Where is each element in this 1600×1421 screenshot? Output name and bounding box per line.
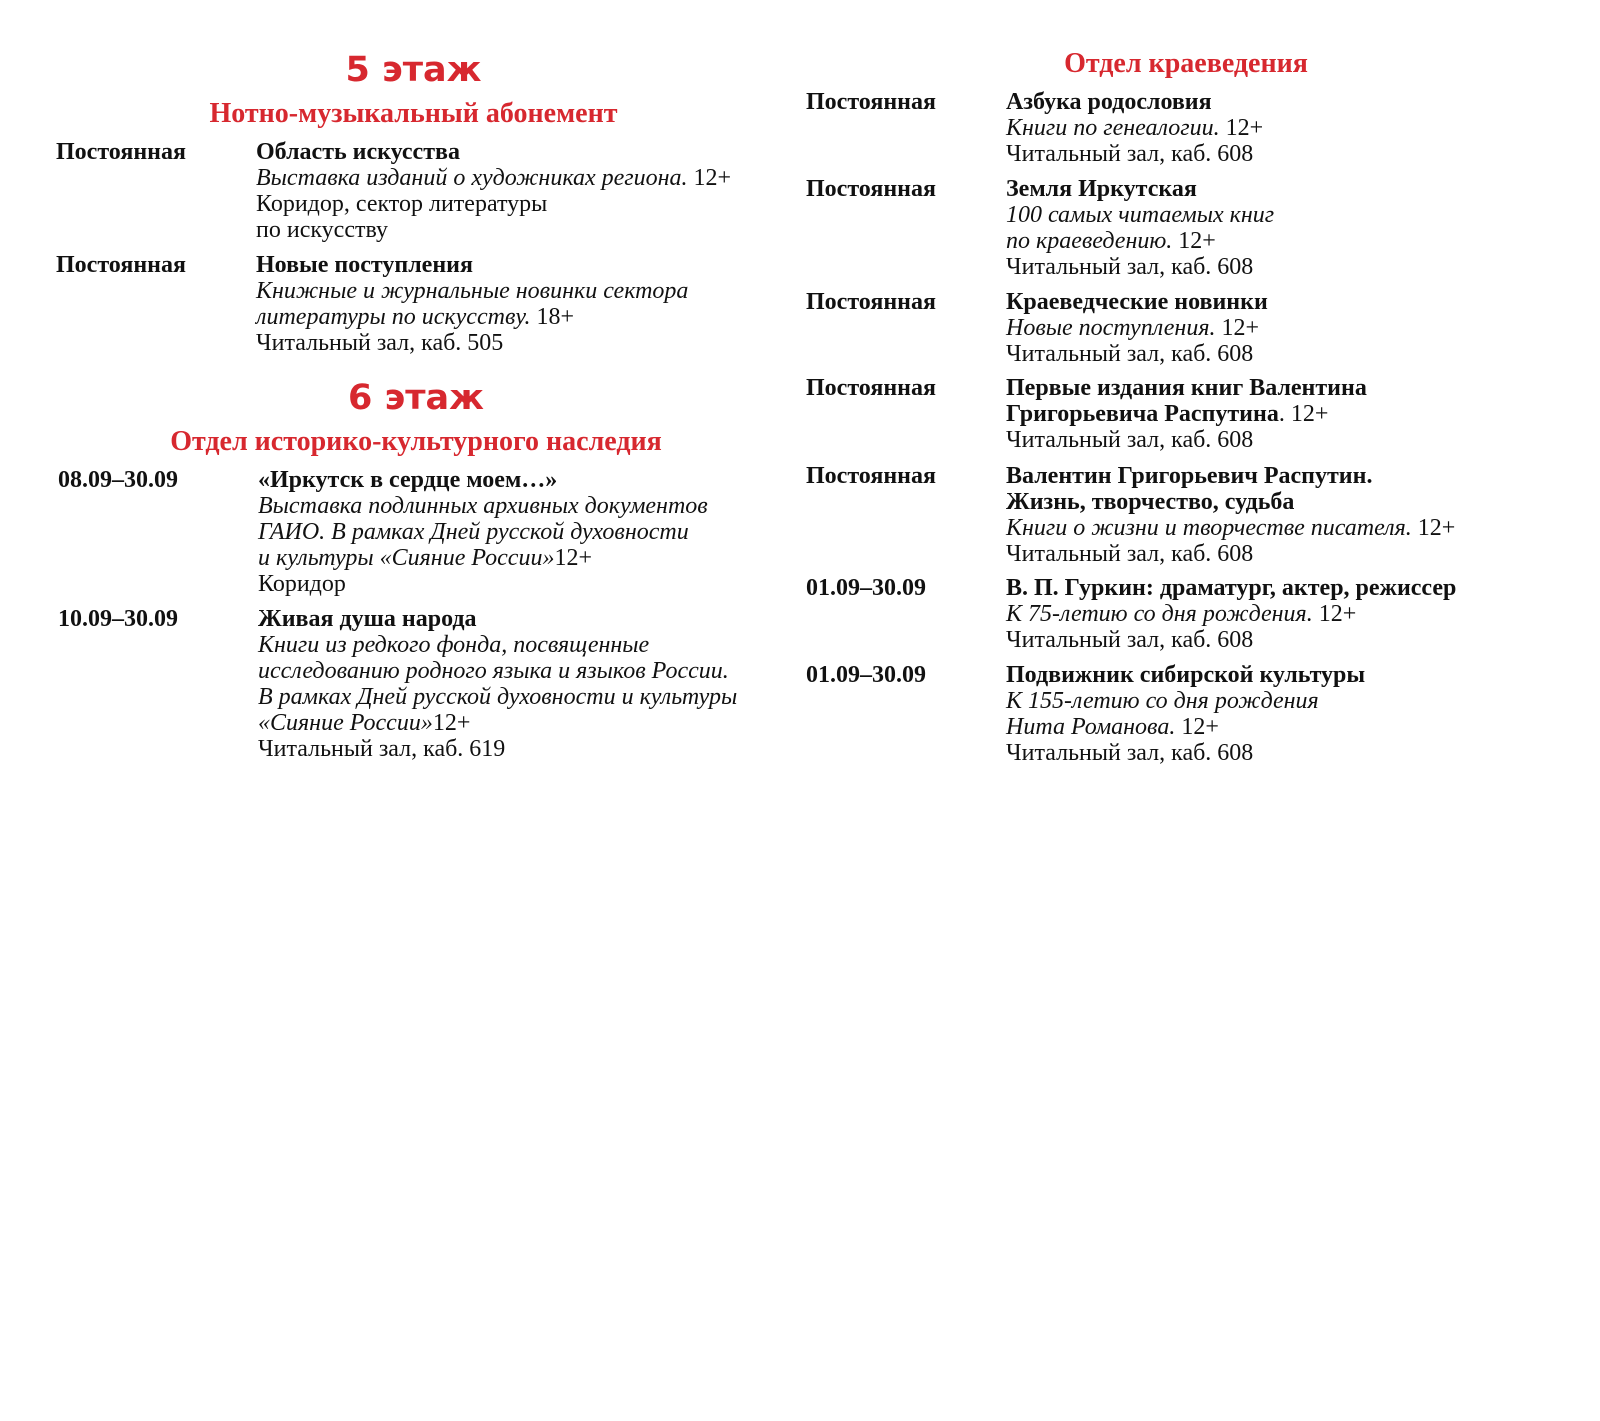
age-rating: . 12+ xyxy=(1278,401,1329,427)
exhibition-entry xyxy=(806,176,1586,280)
exhibition-entry xyxy=(56,252,801,356)
entry-description xyxy=(258,493,803,571)
entry-location: Читальный зал, каб. 608 xyxy=(1006,541,1254,567)
entry-body xyxy=(1006,662,1586,766)
entry-title: «Иркутск в сердце моем…» xyxy=(258,467,558,493)
entry-body xyxy=(1006,463,1586,567)
entry-description-text: Выставка подлинных архивных документов ГАИО. В рамках Дней русской духовности и культуры «Сияние России» xyxy=(258,493,708,571)
age-rating: 12+ xyxy=(687,165,732,191)
entry-description xyxy=(256,278,801,330)
entry-title: Валентин Григорьевич Распутин. Жизнь, творчество, судьба xyxy=(1006,463,1373,515)
age-rating: 12+ xyxy=(554,545,592,571)
age-rating: 12+ xyxy=(1175,714,1219,740)
entry-description-text: 100 самых читаемых книг по краеведению. xyxy=(1006,202,1275,254)
entry-body xyxy=(258,606,803,762)
entry-location: Читальный зал, каб. 608 xyxy=(1006,427,1254,453)
age-rating: 12+ xyxy=(432,710,471,736)
entry-description xyxy=(1006,601,1596,627)
exhibition-entry xyxy=(806,89,1586,167)
entry-title: Новые поступления xyxy=(256,252,473,278)
dept-title-heritage: Отдел историко-культурного наследия xyxy=(170,426,662,457)
entry-description-text: Книги о жизни и творчестве писателя. xyxy=(1006,515,1412,541)
entry-date: 01.09–30.09 xyxy=(806,575,926,601)
entry-description-text: Новые поступления. xyxy=(1006,315,1216,341)
entry-date: Постоянная xyxy=(56,139,186,165)
entry-body xyxy=(1006,176,1586,280)
age-rating: 12+ xyxy=(1312,601,1357,627)
entry-body xyxy=(258,467,803,597)
entry-description-text: К 75-летию со дня рождения. xyxy=(1006,601,1313,627)
entry-date: Постоянная xyxy=(806,289,936,315)
entry-body xyxy=(1006,575,1596,653)
entry-description xyxy=(1006,315,1586,341)
entry-title: Земля Иркутская xyxy=(1006,176,1197,202)
entry-date: Постоянная xyxy=(806,375,936,401)
entry-description xyxy=(258,632,803,736)
entry-title-with-age xyxy=(1006,375,1586,427)
entry-description-text: Книги по генеалогии. xyxy=(1006,115,1220,141)
entry-date: Постоянная xyxy=(806,89,936,115)
age-rating: 18+ xyxy=(530,304,575,330)
entry-body xyxy=(1006,289,1586,367)
entry-location: Читальный зал, каб. 608 xyxy=(1006,254,1254,280)
entry-description xyxy=(1006,202,1586,254)
entry-title: Краеведческие новинки xyxy=(1006,289,1268,315)
entry-location: Читальный зал, каб. 619 xyxy=(258,736,506,762)
entry-description xyxy=(256,165,801,191)
dept-title-local-history: Отдел краеведения xyxy=(1064,48,1308,79)
entry-description-text: Книжные и журнальные новинки сектора литературы по искусству. xyxy=(256,278,689,330)
age-rating: 12+ xyxy=(1172,228,1216,254)
floor-5-title: 5 этаж xyxy=(345,50,482,90)
entry-location: Коридор xyxy=(258,571,346,597)
entry-location: Читальный зал, каб. 608 xyxy=(1006,341,1254,367)
entry-location: Читальный зал, каб. 505 xyxy=(256,330,504,356)
age-rating: 12+ xyxy=(1215,315,1260,341)
entry-description-text: Книги из редкого фонда, посвященные исследованию родного языка и языков России. В рамках Дней русской духовности и культуры «Сияние России» xyxy=(258,632,738,736)
entry-date: 10.09–30.09 xyxy=(58,606,178,632)
entry-title: Область искусства xyxy=(256,139,460,165)
entry-title: Живая душа народа xyxy=(258,606,477,632)
entry-date: Постоянная xyxy=(806,176,936,202)
exhibition-entry xyxy=(806,575,1596,653)
entry-title: Азбука родословия xyxy=(1006,89,1212,115)
entry-description xyxy=(1006,688,1586,740)
exhibition-entry xyxy=(56,139,801,243)
entry-date: 01.09–30.09 xyxy=(806,662,926,688)
entry-date: Постоянная xyxy=(806,463,936,489)
age-rating: 12+ xyxy=(1219,115,1264,141)
entry-body xyxy=(1006,375,1586,453)
entry-location: Коридор, сектор литературы по искусству xyxy=(256,191,548,243)
entry-title: В. П. Гуркин: драматург, актер, режиссер xyxy=(1006,575,1457,601)
exhibition-entry xyxy=(806,289,1586,367)
entry-title-text: Первые издания книг Валентина Григорьевича Распутина xyxy=(1006,375,1367,427)
entry-description-text: К 155-летию со дня рождения Нита Романова. xyxy=(1006,688,1319,740)
entry-location: Читальный зал, каб. 608 xyxy=(1006,627,1254,653)
entry-description xyxy=(1006,115,1586,141)
entry-location: Читальный зал, каб. 608 xyxy=(1006,740,1254,766)
entry-body xyxy=(1006,89,1586,167)
entry-body xyxy=(256,139,801,243)
exhibition-entry xyxy=(806,463,1586,567)
exhibition-entry xyxy=(806,662,1586,766)
entry-title: Подвижник сибирской культуры xyxy=(1006,662,1366,688)
floor-6-title: 6 этаж xyxy=(347,378,485,418)
entry-description xyxy=(1006,515,1586,541)
exhibition-entry xyxy=(58,467,803,597)
exhibition-entry xyxy=(58,606,803,762)
exhibition-entry xyxy=(806,375,1586,453)
entry-location: Читальный зал, каб. 608 xyxy=(1006,141,1254,167)
dept-title-music: Нотно-музыкальный абонемент xyxy=(209,98,618,129)
entry-body xyxy=(256,252,801,356)
entry-date: 08.09–30.09 xyxy=(58,467,178,493)
age-rating: 12+ xyxy=(1411,515,1456,541)
entry-description-text: Выставка изданий о художниках региона. xyxy=(256,165,688,191)
entry-date: Постоянная xyxy=(56,252,186,278)
